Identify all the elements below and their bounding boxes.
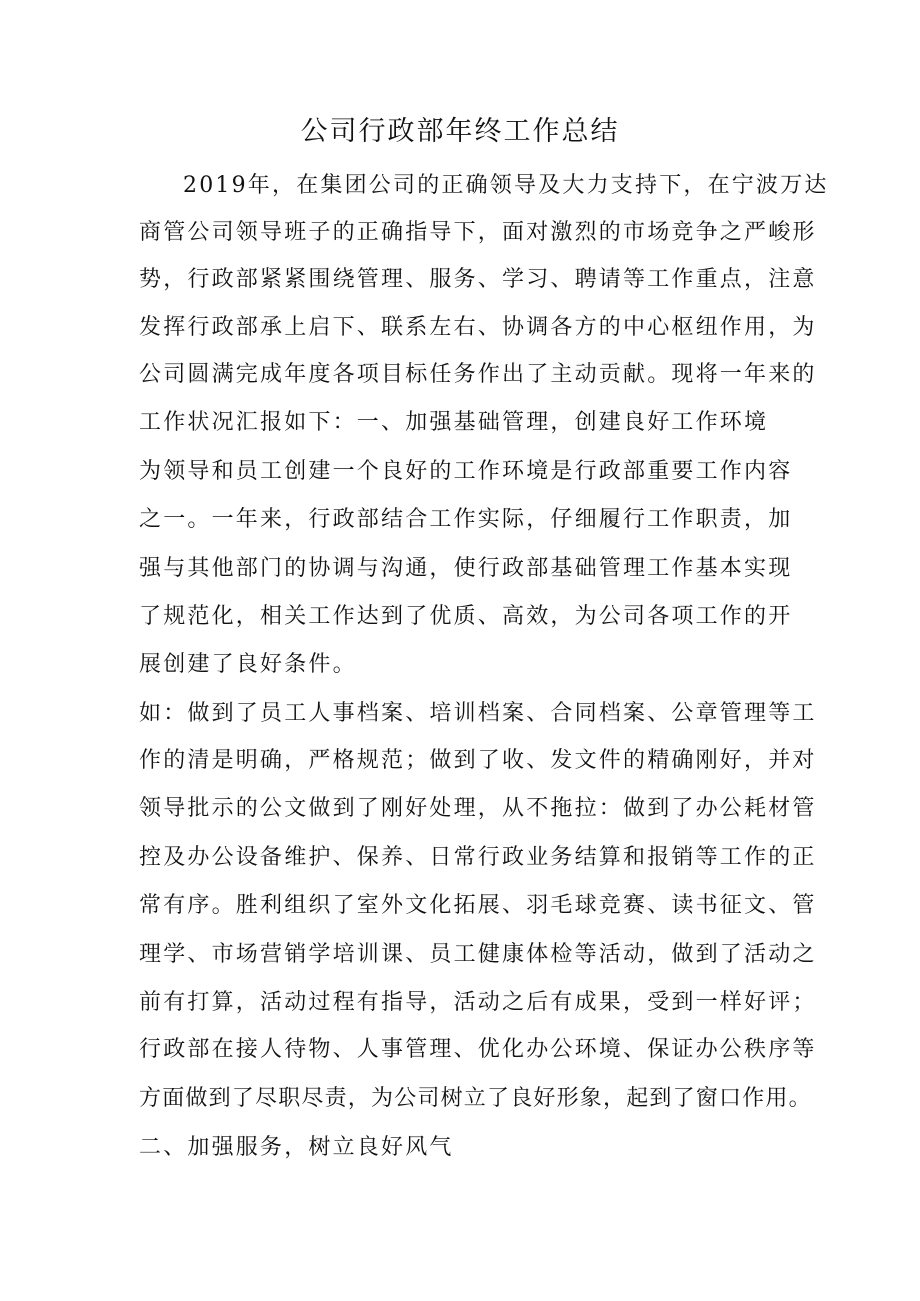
paragraph-line: 2019年，在集团公司的正确领导及大力支持下，在宁波万达 [183, 173, 829, 198]
paragraph-line: 商管公司领导班子的正确指导下，面对激烈的市场竞争之严峻形 [139, 220, 817, 245]
paragraph-line: 强与其他部门的协调与沟通，使行政部基础管理工作基本实现 [139, 556, 793, 581]
section-heading: 二、加强服务，树立良好风气 [139, 1135, 454, 1160]
paragraph-line: 势，行政部紧紧围绕管理、服务、学习、聘请等工作重点，注意 [139, 267, 817, 292]
paragraph-line: 控及办公设备维护、保养、日常行政业务结算和报销等工作的正 [139, 845, 817, 870]
paragraph-line: 领导批示的公文做到了刚好处理，从不拖拉：做到了办公耗材管 [139, 796, 817, 821]
paragraph-line: 为领导和员工创建一个良好的工作环境是行政部重要工作内容 [139, 459, 793, 484]
paragraph-line: 如：做到了员工人事档案、培训档案、合同档案、公章管理等工 [139, 701, 817, 726]
paragraph-line: 了规范化，相关工作达到了优质、高效，为公司各项工作的开 [139, 604, 793, 629]
paragraph-line: 发挥行政部承上启下、联系左右、协调各方的中心枢纽作用，为 [139, 315, 817, 340]
paragraph-line: 公司圆满完成年度各项目标任务作出了主动贡献。现将一年来的 [139, 362, 817, 387]
paragraph-line: 前有打算，活动过程有指导，活动之后有成果，受到一样好评； [139, 990, 817, 1015]
paragraph-line: 展创建了良好条件。 [139, 652, 357, 677]
paragraph-line: 理学、市场营销学培训课、员工健康体检等活动，做到了活动之 [139, 942, 817, 967]
paragraph-line: 作的清是明确，严格规范；做到了收、发文件的精确刚好，并对 [139, 748, 817, 773]
paragraph-line: 方面做到了尽职尽责，为公司树立了良好形象，起到了窗口作用。 [139, 1086, 812, 1111]
paragraph-line: 之一。一年来，行政部结合工作实际，仔细履行工作职责，加 [139, 507, 793, 532]
paragraph-line: 常有序。胜利组织了室外文化拓展、羽毛球竞赛、读书征文、管 [139, 893, 817, 918]
paragraph-line: 行政部在接人待物、人事管理、优化办公环境、保证办公秩序等 [139, 1037, 817, 1062]
document-title: 公司行政部年终工作总结 [300, 116, 620, 147]
paragraph-line: 工作状况汇报如下：一、加强基础管理，创建良好工作环境 [139, 410, 769, 435]
